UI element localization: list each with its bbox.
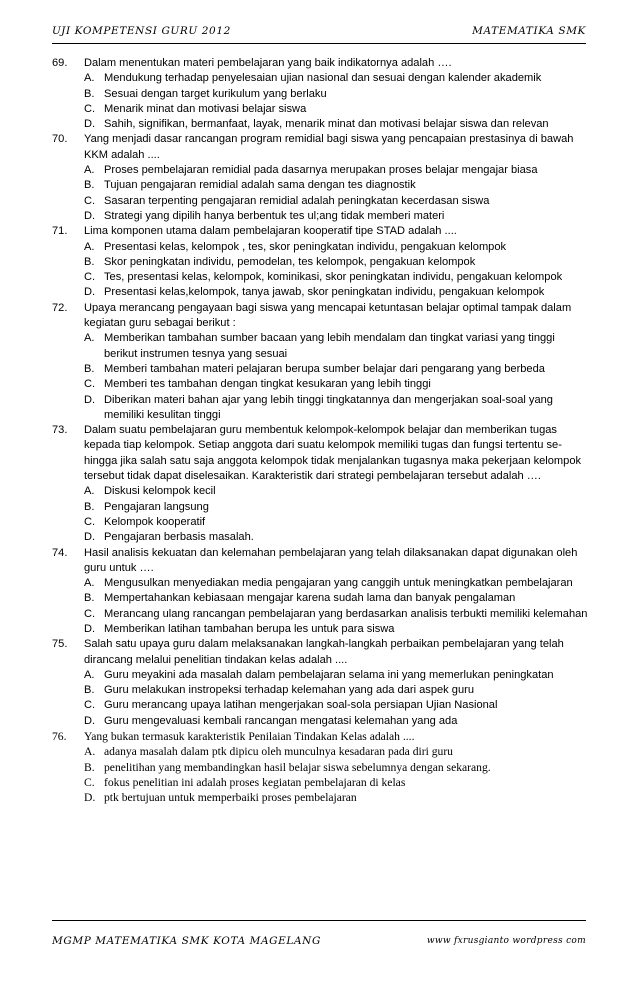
option-d xyxy=(84,622,588,637)
option-b xyxy=(84,760,588,775)
footer-organization: MGMP MATEMATIKA SMK KOTA MAGELANG xyxy=(52,935,321,947)
question-text: Yang bukan termasuk karakteristik Penilaian Tindakan Kelas adalah .... xyxy=(84,730,415,744)
option-text: ptk bertujuan untuk memperbaiki proses pembelajaran xyxy=(104,791,357,805)
option-text: Sesuai dengan target kurikulum yang berlaku xyxy=(104,87,327,100)
option-b xyxy=(84,178,588,193)
option-text: Tes, presentasi kelas, kelompok, kominikasi, skor peningkatan individu, pengakuan kelompok xyxy=(104,271,563,284)
option-a xyxy=(84,331,588,362)
header-title: UJI KOMPETENSI GURU 2012 xyxy=(52,25,231,37)
option-letter: C. xyxy=(84,102,96,115)
option-a xyxy=(84,484,588,499)
question-72 xyxy=(52,301,588,423)
option-a xyxy=(84,71,588,86)
question-number: 73. xyxy=(52,424,68,437)
question-list xyxy=(52,56,588,806)
option-a xyxy=(84,240,588,255)
question-number: 76. xyxy=(52,730,67,744)
question-75 xyxy=(52,637,588,729)
option-text: Mempertahankan kebiasaan mengajar karena sudah lama dan banyak pengalaman xyxy=(104,592,516,605)
option-text: Pengajaran berbasis masalah. xyxy=(104,531,254,544)
option-text: Diskusi kelompok kecil xyxy=(104,485,216,498)
option-text: Guru mengevaluasi kembali rancangan mengatasi kelemahan yang ada xyxy=(104,714,458,727)
question-number: 70. xyxy=(52,133,68,146)
option-a xyxy=(84,163,588,178)
option-text: penelitihan yang membandingkan hasil belajar siswa sebelumnya dengan sekarang. xyxy=(104,760,491,774)
option-text: fokus penelitian ini adalah proses kegiatan pembelajaran di kelas xyxy=(104,775,406,789)
question-69 xyxy=(52,56,588,132)
option-b xyxy=(84,683,588,698)
question-text: Upaya merancang pengayaan bagi siswa yang mencapai ketuntasan belajar optimal tampak dalam kegiatan guru sebagai berikut : xyxy=(84,301,572,330)
option-b xyxy=(84,362,588,377)
option-c xyxy=(84,194,588,209)
option-d xyxy=(84,209,588,224)
option-b xyxy=(84,500,588,515)
option-letter: C. xyxy=(84,271,96,284)
option-letter: D. xyxy=(84,531,96,544)
option-text: Kelompok kooperatif xyxy=(104,515,206,528)
option-letter: D. xyxy=(84,118,96,131)
option-letter: C. xyxy=(84,515,96,528)
option-letter: A. xyxy=(84,332,95,345)
option-c xyxy=(84,698,588,713)
option-d xyxy=(84,530,588,545)
question-text: Dalam suatu pembelajaran guru membentuk kelompok-kelompok belajar dan memberikan tugas kepada tiap kelompok. Setiap anggota dari suatu kelompok memiliki tugas dan fungsi tertentu se-hingga jika salah satu saja anggota kelompok tidak menjalankan tugasnya maka pekerjaan kelompok tersebut tidak dapat diselesaikan. Karakteristik dari strategi pembelajaran tersebut adalah …. xyxy=(84,424,582,483)
question-73 xyxy=(52,423,588,545)
option-letter: D. xyxy=(84,209,96,222)
option-letter: A. xyxy=(84,485,95,498)
question-number: 75. xyxy=(52,638,68,651)
option-b xyxy=(84,255,588,270)
option-letter: C. xyxy=(84,775,95,789)
question-text: Yang menjadi dasar rancangan program remidial bagi siswa yang pencapaian prestasinya di bawah KKM adalah .... xyxy=(84,133,574,161)
option-b xyxy=(84,591,588,606)
option-a xyxy=(84,576,588,591)
question-70 xyxy=(52,132,588,224)
option-b xyxy=(84,87,588,102)
question-number: 72. xyxy=(52,301,68,314)
option-letter: B. xyxy=(84,255,95,268)
option-c xyxy=(84,515,588,530)
option-text: Diberikan materi bahan ajar yang lebih tinggi tingkatannya dan mengerjakan soal-soal yang memiliki kesulitan tinggi xyxy=(104,393,553,421)
option-letter: A. xyxy=(84,72,95,85)
option-d xyxy=(84,790,588,805)
option-text: Skor peningkatan individu, pemodelan, tes kelompok, pengakuan kelompok xyxy=(104,255,476,268)
option-letter: C. xyxy=(84,194,96,207)
option-a xyxy=(84,744,588,759)
option-text: Pengajaran langsung xyxy=(104,500,209,513)
option-letter: C. xyxy=(84,699,96,712)
question-text: Hasil analisis kekuatan dan kelemahan pembelajaran yang telah dilaksanakan dapat digunakan oleh guru untuk …. xyxy=(84,546,578,574)
option-text: Menarik minat dan motivasi belajar siswa xyxy=(104,102,307,115)
option-letter: A. xyxy=(84,164,95,177)
option-letter: D. xyxy=(84,393,96,406)
question-number: 71. xyxy=(52,225,68,238)
option-text: Memberikan latihan tambahan berupa les untuk para siswa xyxy=(104,622,395,635)
option-a xyxy=(84,668,588,683)
option-letter: A. xyxy=(84,668,95,681)
option-text: Tujuan pengajaran remidial adalah sama dengan tes diagnostik xyxy=(104,179,416,192)
option-letter: B. xyxy=(84,500,95,513)
option-text: Merancang ulang rancangan pembelajaran yang berdasarkan analisis terbukti memiliki kelemahan xyxy=(104,607,588,620)
option-d xyxy=(84,393,588,424)
option-text: Sahih, signifikan, bermanfaat, layak, menarik minat dan motivasi belajar siswa dan relevan xyxy=(104,118,549,131)
option-text: Guru melakukan instropeksi terhadap kelemahan yang ada dari aspek guru xyxy=(104,684,475,697)
option-d xyxy=(84,714,588,729)
option-letter: C. xyxy=(84,378,96,391)
option-text: Mendukung terhadap penyelesaian ujian nasional dan sesuai dengan kalender akademik xyxy=(104,72,542,85)
option-letter: B. xyxy=(84,760,95,774)
option-text: Presentasi kelas, kelompok , tes, skor peningkatan individu, pengakuan kelompok xyxy=(104,240,507,253)
option-text: Presentasi kelas,kelompok, tanya jawab, skor peningkatan individu, pengakuan kelompok xyxy=(104,286,545,299)
question-76 xyxy=(52,729,588,805)
option-letter: D. xyxy=(84,622,96,635)
option-d xyxy=(84,285,588,300)
question-number: 69. xyxy=(52,57,68,69)
page-header xyxy=(52,23,586,44)
header-subject: MATEMATIKA SMK xyxy=(472,25,586,37)
option-text: Memberi tambahan materi pelajaran berupa sumber belajar dari pengarang yang berbeda xyxy=(104,362,545,375)
option-letter: B. xyxy=(84,179,95,192)
question-text: Salah satu upaya guru dalam melaksanakan langkah-langkah perbaikan pembelajaran yang telah dirancang melalui penelitian tindakan kelas adalah .... xyxy=(84,638,564,666)
option-text: Memberikan tambahan sumber bacaan yang lebih mendalam dan tingkat variasi yang tinggi berikut instrumen tesnya yang sesuai xyxy=(104,332,555,360)
option-text: Mengusulkan menyediakan media pengajaran yang canggih untuk meningkatkan pembelajaran xyxy=(104,577,573,590)
option-text: adanya masalah dalam ptk dipicu oleh munculnya kesadaran pada diri guru xyxy=(104,745,453,759)
option-text: Guru merancang upaya latihan mengerjakan soal-sola persiapan Ujian Nasional xyxy=(104,699,498,712)
option-letter: D. xyxy=(84,714,96,727)
option-d xyxy=(84,117,588,132)
question-74 xyxy=(52,546,588,638)
option-text: Sasaran terpenting pengajaran remidial adalah peningkatan kecerdasan siswa xyxy=(104,194,490,207)
question-text: Dalam menentukan materi pembelajaran yang baik indikatornya adalah …. xyxy=(84,57,452,69)
page-footer xyxy=(52,920,586,951)
option-text: Guru meyakini ada masalah dalam pembelajaran selama ini yang memerlukan peningkatan xyxy=(104,668,554,681)
option-text: Strategi yang dipilih hanya berbentuk tes ul;ang tidak memberi materi xyxy=(104,209,445,222)
option-c xyxy=(84,607,588,622)
option-letter: C. xyxy=(84,607,96,620)
option-letter: B. xyxy=(84,362,95,375)
option-c xyxy=(84,102,588,117)
option-letter: A. xyxy=(84,577,95,590)
option-letter: B. xyxy=(84,87,95,100)
question-text: Lima komponen utama dalam pembelajaran kooperatif tipe STAD adalah .... xyxy=(84,225,457,238)
option-text: Proses pembelajaran remidial pada dasarnya merupakan proses belajar mengajar biasa xyxy=(104,164,538,177)
option-letter: A. xyxy=(84,240,95,253)
footer-website: www fxrusgianto wordpress com xyxy=(426,936,586,946)
question-number: 74. xyxy=(52,546,68,559)
option-letter: D. xyxy=(84,791,96,805)
option-letter: A. xyxy=(84,745,96,759)
option-letter: B. xyxy=(84,592,95,605)
option-c xyxy=(84,775,588,790)
option-letter: D. xyxy=(84,286,96,299)
option-text: Memberi tes tambahan dengan tingkat kesukaran yang lebih tinggi xyxy=(104,378,431,391)
option-letter: B. xyxy=(84,684,95,697)
question-71 xyxy=(52,224,588,300)
option-c xyxy=(84,377,588,392)
option-c xyxy=(84,270,588,285)
